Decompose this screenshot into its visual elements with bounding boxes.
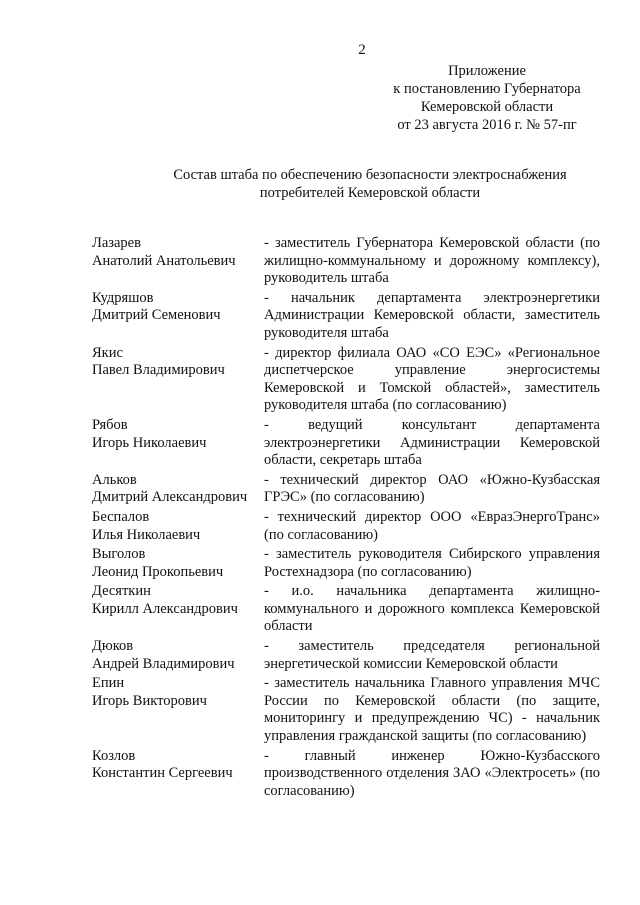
member-row [92,546,600,581]
member-name [92,235,264,288]
title-line: потребителей Кемеровской области [259,185,481,201]
member-row [92,675,600,745]
member-row [92,748,600,801]
member-surname: Альков [92,471,137,488]
member-row [92,638,600,673]
appendix-line: от 23 августа 2016 г. № 57-пг [397,117,577,133]
member-role: - заместитель начальника Главного управления МЧС России по Кемеровской области (по защите, мониторингу и предупреждению ЧС) - начальник управления гражданской защиты (по согласованию) [264,675,600,745]
member-role: - ведущий консультант департамента электроэнергетики Администрации Кемеровской области, секретарь штаба [264,416,600,469]
member-name [92,546,264,581]
member-surname: Беспалов [92,508,150,525]
member-row [92,417,600,470]
member-row [92,235,600,288]
member-given-name: Игорь Николаевич [92,434,207,451]
member-name [92,675,264,745]
member-row [92,509,600,544]
member-surname: Якис [92,344,123,361]
member-name [92,748,264,801]
member-surname: Десяткин [92,583,151,600]
member-row [92,472,600,507]
member-given-name: Павел Владимирович [92,362,225,379]
member-surname: Козлов [92,747,136,764]
member-surname: Кудряшов [92,289,154,306]
member-row [92,345,600,415]
member-name [92,417,264,470]
member-given-name: Кирилл Александрович [92,600,238,617]
member-name [92,345,264,415]
member-role: - и.о. начальника департамента жилищно-коммунального и дорожного комплекса Кемеровской области [264,583,600,635]
appendix-line: Приложение [448,63,526,79]
member-name [92,509,264,544]
member-role: - заместитель Губернатора Кемеровской области (по жилищно-коммунальному и дорожному комплексу), руководитель штаба [264,235,600,287]
appendix-line: Кемеровской области [420,99,554,115]
member-name [92,290,264,343]
title-line: Состав штаба по обеспечению безопасности электроснабжения [173,167,567,183]
member-surname: Лазарев [92,235,141,251]
member-role: - технический директор ОАО «Южно-Кузбасская ГРЭС» (по согласованию) [264,471,600,506]
members-list [92,235,600,802]
member-name [92,583,264,636]
member-surname: Дюков [92,638,134,655]
member-given-name: Дмитрий Семенович [92,307,221,324]
page-number: 2 [358,42,366,58]
member-given-name: Илья Николаевич [92,526,201,543]
member-given-name: Константин Сергеевич [92,765,233,782]
member-role: - директор филиала ОАО «СО ЕЭС» «Региональное диспетчерское управление энергосистемы Кемеровской и Томской областей», заместитель руководителя штаба (по согласованию) [264,344,600,414]
member-name [92,472,264,507]
member-name [92,638,264,673]
member-given-name: Андрей Владимирович [92,655,235,672]
member-role: - начальник департамента электроэнергетики Администрации Кемеровской области, заместитель руководителя штаба [264,289,600,341]
member-row [92,583,600,636]
member-role: - заместитель руководителя Сибирского управления Ростехнадзора (по согласованию) [264,546,600,580]
appendix-block [372,62,602,134]
member-given-name: Дмитрий Александрович [92,489,248,506]
document-title [110,166,630,202]
member-given-name: Игорь Викторович [92,692,207,709]
member-surname: Рябов [92,416,128,433]
member-given-name: Леонид Прокопьевич [92,563,224,580]
member-role: - заместитель председателя региональной энергетической комиссии Кемеровской области [264,638,600,672]
member-given-name: Анатолий Анатольевич [92,252,236,269]
member-role: - технический директор ООО «ЕвразЭнергоТранс» (по согласованию) [264,508,600,543]
member-row [92,290,600,343]
member-surname: Выголов [92,546,146,563]
member-role: - главный инженер Южно-Кузбасского производственного отделения ЗАО «Электросеть» (по согласованию) [264,747,600,799]
member-surname: Епин [92,675,125,692]
appendix-line: к постановлению Губернатора [393,81,581,97]
